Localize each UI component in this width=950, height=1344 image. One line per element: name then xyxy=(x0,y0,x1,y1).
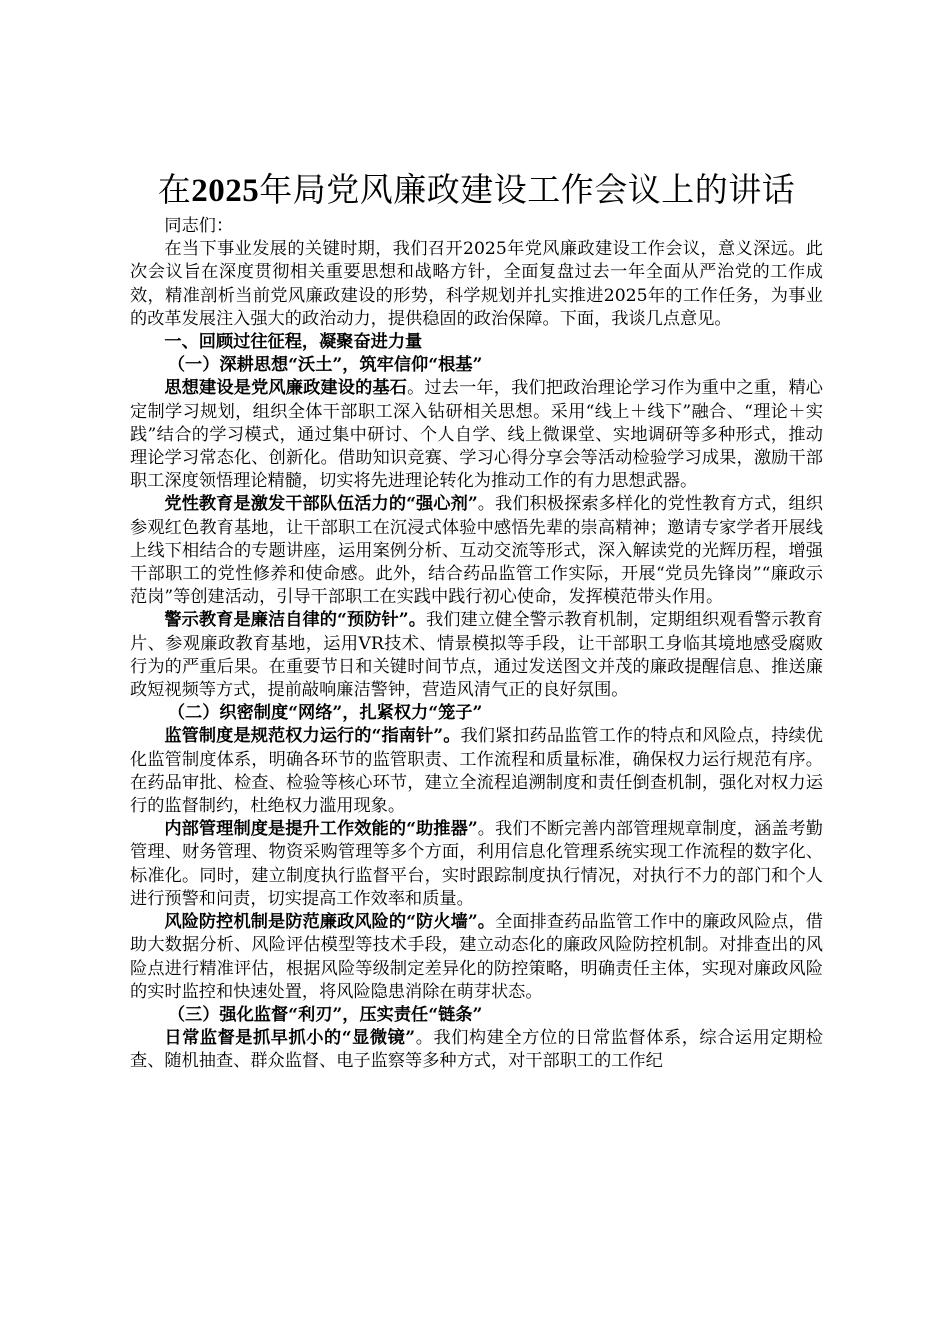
paragraph-body: 。我们不断完善内部管理规章制度，涵盖考勤管理、财务管理、物资采购管理等多个方面，利用信息化管理系统实现工作流程的数字化、标准化。同时，建立制度执行监督平台，实时跟踪制度执行情况，对执行不力的部门和个人进行预警和问责，切实提高工作效率和质量。 xyxy=(130,819,823,909)
paragraph-lead: 思想建设是党风廉政建设的基石 xyxy=(164,378,408,399)
paragraph-lead: 警示教育是廉洁自律的“预防针”。 xyxy=(164,610,426,631)
paragraph-lead: 内部管理制度是提升工作效能的“助推器” xyxy=(164,819,478,840)
paragraph-body: 。我们构建全方位的日常监督体系，综合运用定期检查、随机抽查、群众监督、电子监察等多种方式，对干部职工的工作纪 xyxy=(130,1028,823,1072)
section-heading-1: 一、回顾过往征程，凝聚奋进力量 xyxy=(164,332,423,353)
paragraph-party-education xyxy=(130,493,823,609)
title-prefix: 在 xyxy=(157,170,192,209)
paragraph-internal-management xyxy=(130,818,823,911)
document-title xyxy=(130,168,823,213)
paragraph-daily-supervision xyxy=(130,1027,823,1073)
subsection-heading-2: （二）织密制度“网络”，扎紧权力“笼子” xyxy=(167,703,483,724)
paragraph-body: 。过去一年，我们把政治理论学习作为重中之重，精心定制学习规划，组织全体干部职工深入钻研相关思想。采用“线上＋线下”融合、“理论＋实践”结合的学习模式，通过集中研讨、个人自学、线上微课堂、实地调研等多种形式，推动理论学习常态化、创新化。借助知识竞赛、学习心得分享会等活动检验学习成果，激励干部职工深度领悟理论精髓，切实将先进理论转化为推动工作的有力思想武器。 xyxy=(130,378,823,492)
paragraph-thought-building xyxy=(130,377,823,493)
paragraph-body: 。我们积极探索多样化的党性教育方式，组织参观红色教育基地，让干部职工在沉浸式体验中感悟先辈的崇高精神；邀请专家学者开展线上线下相结合的专题讲座，运用案例分析、互动交流等形式，深入解读党的光辉历程，增强干部职工的党性修养和使命感。此外，结合药品监管工作实际，开展“党员先锋岗”“廉政示范岗”等创建活动，引导干部职工在实践中践行初心使命，发挥模范带头作用。 xyxy=(130,494,823,608)
paragraph-lead: 风险防控机制是防范廉政风险的“防火墙”。 xyxy=(164,912,496,933)
intro-paragraph: 在当下事业发展的关键时期，我们召开2025年党风廉政建设工作会议，意义深远。此次会议旨在深度贯彻相关重要思想和战略方针，全面复盘过去一年全面从严治党的工作成效，精准剖析当前党风廉政建设的形势，科学规划并扎实推进2025年的工作任务，为事业的改革发展注入强大的政治动力，提供稳固的政治保障。下面，我谈几点意见。 xyxy=(130,239,823,329)
title-suffix: 年局党风廉政建设工作会议上的讲话 xyxy=(259,170,796,209)
paragraph-body: 我们建立健全警示教育机制，定期组织观看警示教育片、参观廉政教育基地，运用VR技术、情景模拟等手段，让干部职工身临其境地感受腐败行为的严重后果。在重要节日和关键时间节点，通过发送图文并茂的廉政提醒信息、推送廉政短视频等方式，提前敲响廉洁警钟，营造风清气正的良好氛围。 xyxy=(130,610,823,701)
paragraph-lead: 日常监督是抓早抓小的“显微镜” xyxy=(164,1028,416,1049)
paragraph-risk-control xyxy=(130,911,823,1004)
document-page xyxy=(130,168,823,1074)
paragraph-lead: 监管制度是规范权力运行的“指南针”。 xyxy=(164,726,461,747)
paragraph-body: 全面排查药品监管工作中的廉政风险点，借助大数据分析、风险评估模型等技术手段，建立动态化的廉政风险防控机制。对排查出的风险点进行精准评估，根据风险等级制定差异化的防控策略，明确责任主体，实现对廉政风险的实时监控和快速处置，将风险隐患消除在萌芽状态。 xyxy=(130,912,823,1002)
subsection-heading-1: （一）深耕思想“沃土”，筑牢信仰“根基” xyxy=(167,355,483,376)
paragraph-supervision-system xyxy=(130,725,823,818)
salutation: 同志们： xyxy=(164,216,234,236)
paragraph-warning-education xyxy=(130,609,823,702)
paragraph-lead: 党性教育是激发干部队伍活力的“强心剂” xyxy=(164,494,478,515)
paragraph-body: 我们紧扣药品监管工作的特点和风险点，持续优化监管制度体系，明确各环节的监管职责、工作流程和质量标准，确保权力运行规范有序。在药品审批、检查、检验等核心环节，建立全流程追溯制度和责任倒查机制，强化对权力运行的监督制约，杜绝权力滥用现象。 xyxy=(130,726,823,817)
subsection-heading-3: （三）强化监督“利刃”，压实责任“链条” xyxy=(167,1004,483,1025)
title-year: 2025 xyxy=(191,173,260,209)
